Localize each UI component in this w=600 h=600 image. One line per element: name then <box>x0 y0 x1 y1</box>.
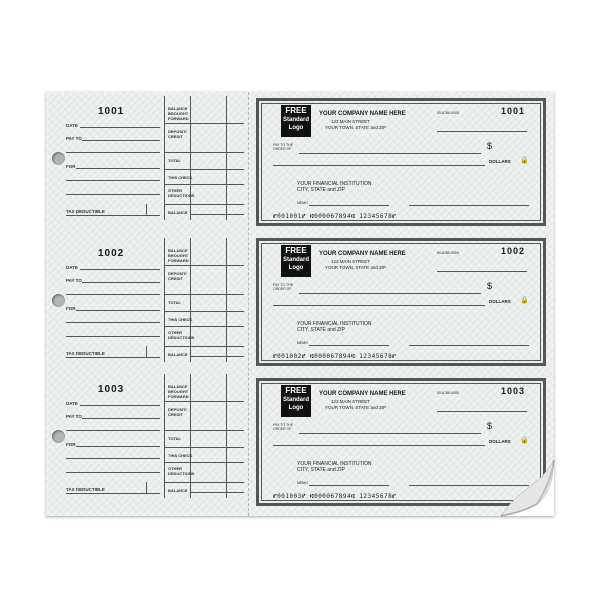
company-city: YOUR TOWN, STATE and ZIP <box>325 125 387 130</box>
stub-number: 1002 <box>98 248 125 259</box>
stub-line <box>66 472 160 473</box>
stub-divider <box>190 374 191 498</box>
dollars-label: DOLLARS <box>489 159 511 164</box>
dollars-label: DOLLARS <box>489 439 511 444</box>
stub-line <box>66 493 160 494</box>
stub-line <box>164 184 244 185</box>
deposit-label: DEPOSIT/ CREDIT <box>168 271 187 281</box>
stub-payto-label: PAY TO <box>66 414 82 419</box>
check-stub <box>46 96 246 234</box>
stub-divider <box>226 374 227 498</box>
stub-line <box>164 311 244 312</box>
company-street: 123 MAIN STREET <box>331 399 371 404</box>
bank-info <box>297 321 372 333</box>
stub-for-label: FOR <box>66 164 76 169</box>
stub-line <box>66 322 160 323</box>
pay-to-label: PAY TO THE ORDER OF <box>273 143 294 151</box>
check-sheet <box>46 92 554 516</box>
lock-icon: 🔒 <box>520 297 529 304</box>
micr-line: ⑈001003⑈ ⑆000067894⑆ 12345678⑈ <box>273 493 397 500</box>
company-street: 123 MAIN STREET <box>331 119 371 124</box>
balance-forward-label: BALANCE BROUGHT FORWARD <box>168 248 189 263</box>
stub-line <box>66 336 160 337</box>
check-stub <box>46 374 246 512</box>
stub-divider <box>146 346 147 357</box>
stub-divider <box>164 96 165 220</box>
date-line <box>437 271 527 272</box>
stub-for-line <box>76 168 160 169</box>
stub-line <box>164 204 244 205</box>
written-amount-line <box>273 165 485 166</box>
stub-line <box>66 294 160 295</box>
stub-date-line <box>80 127 160 128</box>
written-amount-line <box>273 445 485 446</box>
stub-line <box>164 401 244 402</box>
stub-divider <box>190 238 191 362</box>
balance-label: BALANCE <box>168 352 188 357</box>
balance-label: BALANCE <box>168 210 188 215</box>
total-label: TOTAL <box>168 436 181 441</box>
stub-payto-label: PAY TO <box>66 136 82 141</box>
this-check-label: THIS CHECK <box>168 175 193 180</box>
company-name: YOUR COMPANY NAME HERE <box>319 251 406 257</box>
other-deductions-label: OTHER DEDUCTIONS <box>168 188 195 198</box>
lock-icon: 🔒 <box>520 157 529 164</box>
stub-payto-label: PAY TO <box>66 278 82 283</box>
stub-line <box>190 492 244 493</box>
total-label: TOTAL <box>168 158 181 163</box>
stub-divider <box>164 374 165 498</box>
logo-free-text: FREE <box>285 246 307 255</box>
binder-hole <box>52 152 65 165</box>
dollar-sign: $ <box>487 281 493 291</box>
bank-name: YOUR FINANCIAL INSTITUTION <box>297 321 372 327</box>
stub-line <box>164 294 244 295</box>
this-check-label: THIS CHECK <box>168 317 193 322</box>
company-name: YOUR COMPANY NAME HERE <box>319 391 406 397</box>
balance-forward-label: BALANCE BROUGHT FORWARD <box>168 106 189 121</box>
signature-line <box>409 345 529 346</box>
dollars-label: DOLLARS <box>489 299 511 304</box>
pay-to-label: PAY TO THE ORDER OF <box>273 423 294 431</box>
memo-line <box>309 205 389 206</box>
routing-fraction: 00-6789-0000 <box>437 111 459 115</box>
payee-line <box>299 293 481 294</box>
bank-info <box>297 181 372 193</box>
company-name: YOUR COMPANY NAME HERE <box>319 111 406 117</box>
logo-free-text: FREE <box>285 106 307 115</box>
date-line <box>437 411 527 412</box>
logo-placeholder <box>281 105 311 137</box>
stub-number: 1003 <box>98 384 125 395</box>
memo-label: MEMO <box>297 341 308 345</box>
memo-line <box>309 485 389 486</box>
stub-date-label: DATE <box>66 401 78 406</box>
stub-line <box>164 462 244 463</box>
stub-for-line <box>76 446 160 447</box>
logo-logo-text: Logo <box>288 405 304 411</box>
perforation-line <box>248 92 249 516</box>
other-deductions-label: OTHER DEDUCTIONS <box>168 466 195 476</box>
deposit-label: DEPOSIT/ CREDIT <box>168 407 187 417</box>
logo-placeholder <box>281 385 311 417</box>
check-stub <box>46 238 246 376</box>
balance-forward-label: BALANCE BROUGHT FORWARD <box>168 384 189 399</box>
stub-payto-line <box>82 418 160 419</box>
stub-date-label: DATE <box>66 265 78 270</box>
deposit-label: DEPOSIT/ CREDIT <box>168 129 187 139</box>
memo-line <box>309 345 389 346</box>
check-number: 1001 <box>500 106 525 116</box>
stub-line <box>66 152 160 153</box>
dollar-sign: $ <box>487 421 493 431</box>
check <box>256 98 546 226</box>
bank-city: CITY, STATE and ZIP <box>297 187 345 193</box>
logo-standard-text: Standard <box>282 117 309 123</box>
stub-payto-line <box>82 282 160 283</box>
stub-number: 1001 <box>98 106 125 117</box>
company-street: 123 MAIN STREET <box>331 259 371 264</box>
stub-payto-line <box>82 140 160 141</box>
amount-box <box>499 141 535 151</box>
check-number: 1003 <box>500 386 525 396</box>
page-curl <box>501 460 561 520</box>
micr-line: ⑈001002⑈ ⑆000067894⑆ 12345678⑈ <box>273 353 397 360</box>
dollar-sign: $ <box>487 141 493 151</box>
bank-city: CITY, STATE and ZIP <box>297 467 345 473</box>
stub-divider <box>164 238 165 362</box>
stub-line <box>164 169 244 170</box>
binder-hole <box>52 294 65 307</box>
stub-divider <box>146 482 147 493</box>
logo-standard-text: Standard <box>282 257 309 263</box>
payee-line <box>299 153 481 154</box>
routing-fraction: 00-6789-0000 <box>437 251 459 255</box>
routing-fraction: 00-6789-0000 <box>437 391 459 395</box>
stub-line <box>66 357 160 358</box>
memo-label: MEMO <box>297 201 308 205</box>
stub-divider <box>226 96 227 220</box>
this-check-label: THIS CHECK <box>168 453 193 458</box>
other-deductions-label: OTHER DEDUCTIONS <box>168 330 195 340</box>
micr-line: ⑈001001⑈ ⑆000067894⑆ 12345678⑈ <box>273 213 397 220</box>
stub-tax-label: TAX DEDUCTIBLE <box>66 487 105 492</box>
stub-line <box>164 326 244 327</box>
stub-divider <box>190 96 191 220</box>
pay-to-label: PAY TO THE ORDER OF <box>273 283 294 291</box>
bank-city: CITY, STATE and ZIP <box>297 327 345 333</box>
stub-line <box>164 346 244 347</box>
company-city: YOUR TOWN, STATE and ZIP <box>325 265 387 270</box>
check <box>256 238 546 366</box>
payee-line <box>299 433 481 434</box>
stub-line <box>164 123 244 124</box>
stub-line <box>190 356 244 357</box>
amount-box <box>499 421 535 431</box>
memo-label: MEMO <box>297 481 308 485</box>
stub-for-label: FOR <box>66 442 76 447</box>
stub-line <box>164 152 244 153</box>
stub-line <box>164 447 244 448</box>
stub-line <box>66 194 160 195</box>
logo-standard-text: Standard <box>282 397 309 403</box>
bank-info <box>297 461 372 473</box>
stub-line <box>66 180 160 181</box>
stub-date-line <box>80 405 160 406</box>
stub-line <box>66 430 160 431</box>
bank-name: YOUR FINANCIAL INSTITUTION <box>297 461 372 467</box>
stub-tax-label: TAX DEDUCTIBLE <box>66 209 105 214</box>
stub-divider <box>226 238 227 362</box>
stub-divider <box>146 204 147 215</box>
logo-logo-text: Logo <box>288 265 304 271</box>
signature-line <box>409 205 529 206</box>
stub-line <box>164 430 244 431</box>
stub-date-line <box>80 269 160 270</box>
stub-line <box>190 214 244 215</box>
stub-tax-label: TAX DEDUCTIBLE <box>66 351 105 356</box>
date-line <box>437 131 527 132</box>
bank-name: YOUR FINANCIAL INSTITUTION <box>297 181 372 187</box>
stub-column <box>46 92 246 516</box>
stub-line <box>164 265 244 266</box>
logo-placeholder <box>281 245 311 277</box>
stub-for-line <box>76 310 160 311</box>
amount-box <box>499 281 535 291</box>
logo-free-text: FREE <box>285 386 307 395</box>
binder-hole <box>52 430 65 443</box>
stub-date-label: DATE <box>66 123 78 128</box>
written-amount-line <box>273 305 485 306</box>
total-label: TOTAL <box>168 300 181 305</box>
stub-line <box>164 482 244 483</box>
logo-logo-text: Logo <box>288 125 304 131</box>
company-city: YOUR TOWN, STATE and ZIP <box>325 405 387 410</box>
lock-icon: 🔒 <box>520 437 529 444</box>
stub-line <box>66 215 160 216</box>
check-number: 1002 <box>500 246 525 256</box>
stub-for-label: FOR <box>66 306 76 311</box>
stub-line <box>66 458 160 459</box>
balance-label: BALANCE <box>168 488 188 493</box>
